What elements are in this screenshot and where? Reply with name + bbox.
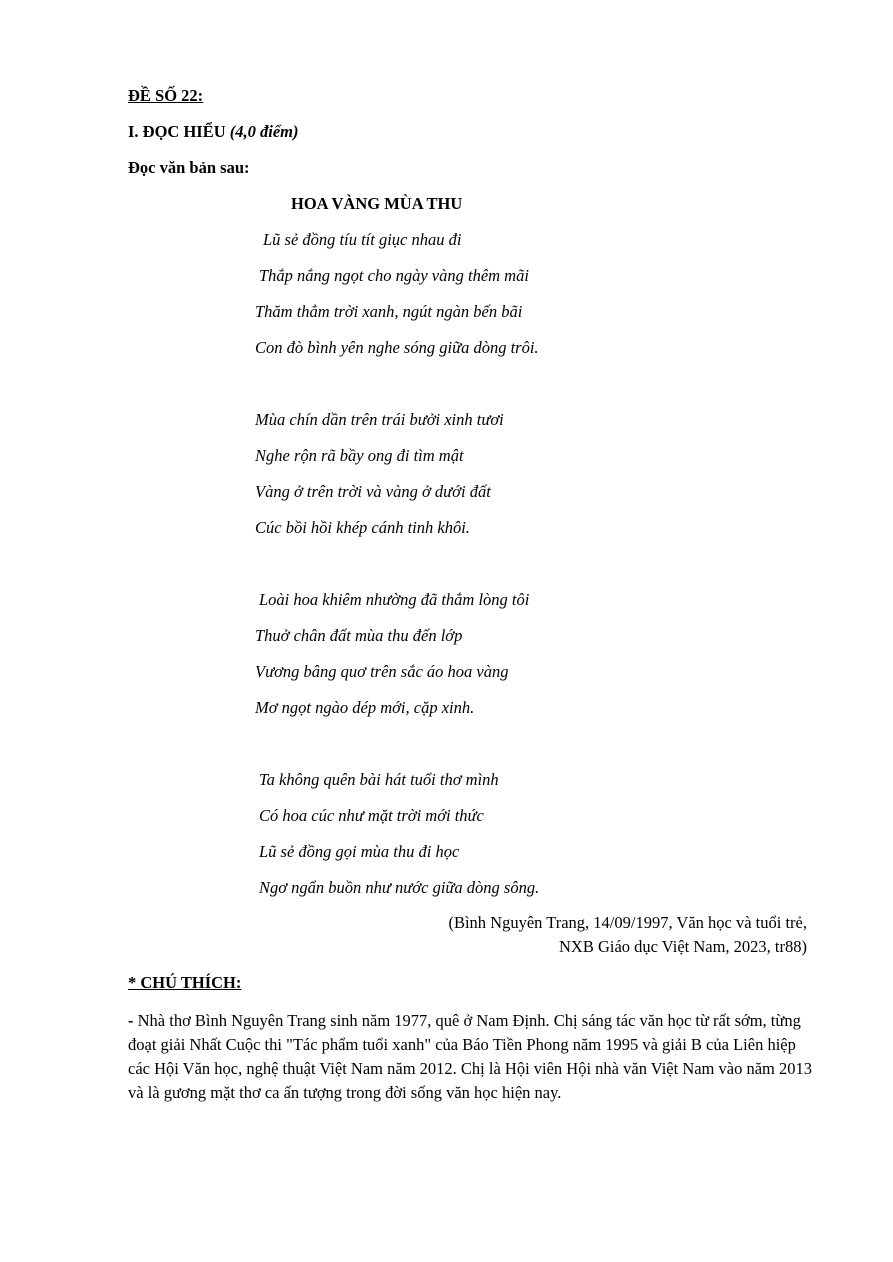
poem-line: Có hoa cúc như mặt trời mới thức (259, 806, 484, 825)
exam-title: ĐỀ SỐ 22: (128, 86, 204, 105)
source-citation-line-1: (Bình Nguyên Trang, 14/09/1997, Văn học và tuổi trẻ, (448, 913, 807, 932)
poem-line: Ngơ ngẩn buồn như nước giữa dòng sông. (259, 878, 540, 897)
section-heading (128, 122, 299, 142)
reading-instruction: Đọc văn bản sau: (128, 158, 250, 177)
poem-line: Thắp nắng ngọt cho ngày vàng thêm mãi (259, 266, 529, 285)
poem-line: Cúc bồi hồi khép cánh tinh khôi. (255, 518, 470, 537)
poem-line: Mơ ngọt ngào dép mới, cặp xinh. (255, 698, 475, 717)
poem-line: Nghe rộn rã bầy ong đi tìm mật (255, 446, 464, 465)
source-citation-line-2: NXB Giáo dục Việt Nam, 2023, tr88) (559, 937, 807, 956)
author-note-text: Nhà thơ Bình Nguyên Trang sinh năm 1977, quê ở Nam Định. Chị sáng tác văn học từ rất sớm, từng đoạt giải Nhất Cuộc thi "Tác phẩm tuổi xanh" của Báo Tiền Phong năm 1995 và giải B của Liên hiệp các Hội Văn học, nghệ thuật Việt Nam năm 2012. Chị là Hội viên Hội nhà văn Việt Nam vào năm 2013 và là gương mặt thơ ca ấn tượng trong đời sống văn học hiện nay. (128, 1011, 813, 1102)
poem-line: Lũ sẻ đồng tíu tít giục nhau đi (263, 230, 462, 249)
poem-line: Mùa chín dần trên trái bưởi xinh tươi (255, 410, 504, 429)
section-label: I. ĐỌC HIỂU (128, 122, 226, 141)
note-dash: - (128, 1011, 134, 1030)
poem-line: Lũ sẻ đồng gọi mùa thu đi học (259, 842, 460, 861)
author-note-paragraph (128, 1009, 813, 1105)
poem-line: Thăm thẳm trời xanh, ngút ngàn bến bãi (255, 302, 523, 321)
poem-line: Vương bâng quơ trên sắc áo hoa vàng (255, 662, 509, 681)
poem-line: Con đò bình yên nghe sóng giữa dòng trôi. (255, 338, 539, 357)
notes-heading: * CHÚ THÍCH: (128, 973, 242, 992)
section-points: (4,0 điểm) (229, 122, 299, 141)
poem-line: Thuở chân đất mùa thu đến lớp (255, 626, 463, 645)
poem-line: Vàng ở trên trời và vàng ở dưới đất (255, 482, 491, 501)
poem-line: Loài hoa khiêm nhường đã thắm lòng tôi (259, 590, 530, 609)
poem-title: HOA VÀNG MÙA THU (291, 194, 463, 213)
poem-line: Ta không quên bài hát tuổi thơ mình (259, 770, 499, 789)
